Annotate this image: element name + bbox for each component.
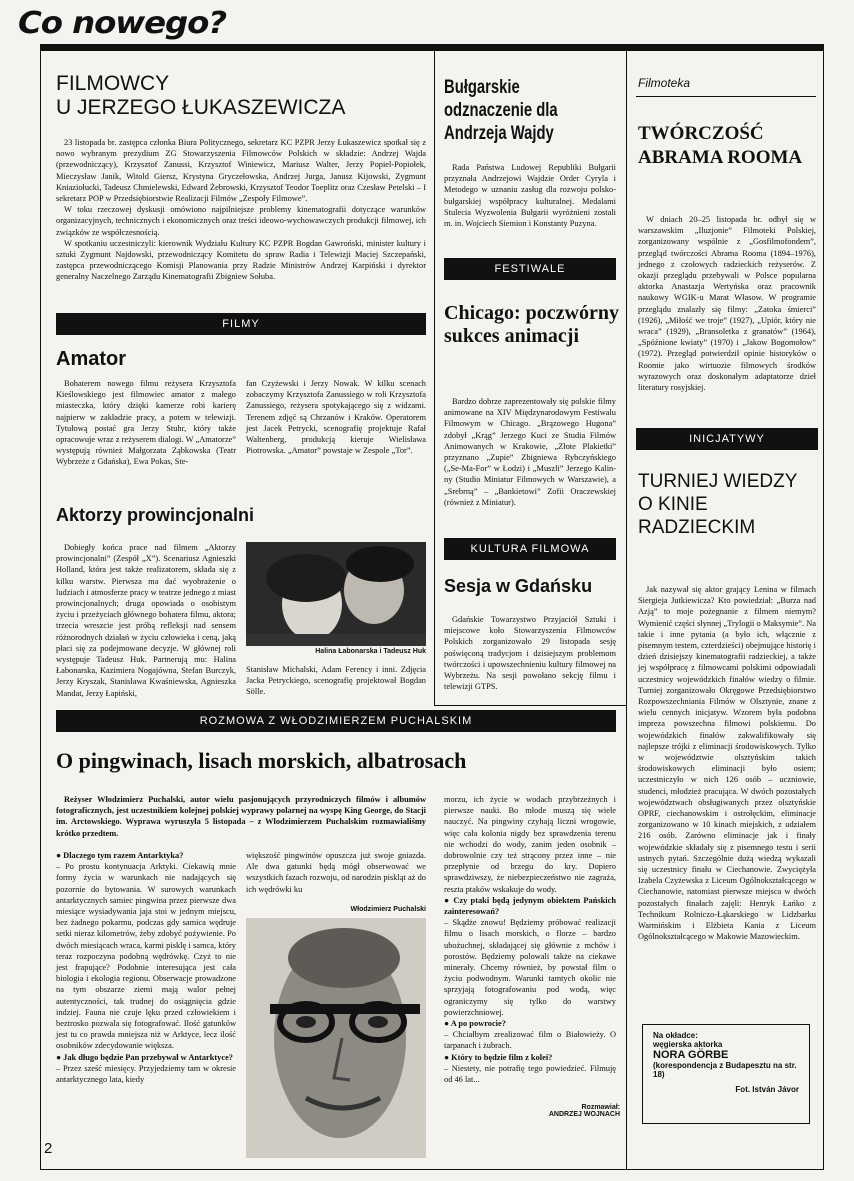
answer-5: – Niestety, nie potrafię tego powiedzieć. Filmuję od 46 lat...: [444, 1063, 616, 1085]
photo-aktorzy: [246, 542, 426, 646]
page-number: 2: [44, 1140, 53, 1157]
aktorzy-cont: Stanisław Michalski, Adam Ferency i inni. Zdjęcia Jacka Petryckiego, scenografię projektował Bogdan Sölle.: [246, 665, 426, 697]
cover-name: NORA GÖRBE: [653, 1049, 729, 1061]
cover-note: (korespondencja z Budapesztu na str. 18): [653, 1061, 797, 1079]
section-bar-filmy: FILMY: [56, 313, 426, 335]
interview-lead: Reżyser Włodzimierz Puchalski, autor wielu pasjonujących przyrodniczych filmów i albumów fotograficznych, jest uczestnikiem kolejnej polskiej wyprawy polarnej na wyspę King George, do Stacji im. Arctowskiego. Wyprawa wyruszyła 5 listopada – z Włodzimierzem Puchalskim rozmawialiśmy krótko przedtem.: [56, 795, 426, 838]
turniej-title: TURNIEJ WIEDZY O KINIE RADZIECKIM: [638, 471, 798, 538]
interview-col-b: większość pingwinów opuszcza już swoje gniazda. Ale dwa gatunki będą mógł obserwować we wszystkich fazach rozwoju, od narodzin piskląt aż do ich wędrówki ku: [246, 851, 426, 894]
interview-title: O pingwinach, lisach morskich, albatrosach: [56, 748, 467, 773]
aktorzy-title: Aktorzy prowincjonalni: [56, 505, 255, 525]
question-1: ● Dlaczego tym razem Antarktyka?: [56, 851, 184, 860]
answer-3: – Skądże znowu! Będziemy próbować realizacji filmu o lisach morskich, o florze – bardzo ubożuchnej, składającej się głównie z mchów i porostów. Będziemy polowali także na ciekawe minerały. Chcemy również, by powstał film o życiu podwodnym. Warunki tamtych okolic nie sprzyjają fotografowaniu pod wodą, więc ograniczymy się tylko do warstwy powierzchniowej.: [444, 918, 616, 1017]
photo-puchalski: [246, 918, 426, 1158]
aktorzy-text: Dobiegły końca prace nad filmem „Aktorzy prowincjonalni” (Zespół „X”). Scenariusz Agnieszki Holland, która jest także realizatorem, składa się z kilku warstw. Pierwsza ma dać wyobrażenie o ludziach i atmosferze pracy w teatrze jednego z miast prowincjonalnych; druga opowiada o osobistym życiu i przeżyciach głównego bohatera filmu, aktora; trzecia wreszcie jest próbą refleksji nad sensem różnorodnych działań w życiu człowieka i ceną, jaką płaci się za podejmowane decyzje. W głównej roli występuje Tadeusz Huk. Partnerują mu: Halina Łabonarska, Kazimiera Nogajówna, Stefan Burczyk, Jerzy Kryszak, Stanisława Kwaśniewska, Agnieszka Mandat, Jerzy Łapiński,: [56, 543, 236, 698]
interview-signature: [520, 1104, 620, 1118]
divider-col1-col2: [434, 50, 435, 705]
masthead: Co nowego?: [18, 6, 227, 41]
divider-col2-col3: [626, 50, 627, 1170]
chicago-text: Bardzo dobrze zaprezentowały się polskie filmy animowane na XIV Międzynarodowym Festiwalu Filmowym w Chicago. „Brązowego Hugona” zdobył „Krąg” Jerzego Kuci ze Studia Filmów Animowanych w Krakowie, „Złote Plakietki” przyznano „Zupie” Zbigniewa Rybczyńskiego („Se-Ma-For” w Łodzi) i „Muszli” Jerzego Kalin- ny (Studio Miniatur Filmowych w Warszawie), a „Srebrną” – „Bankietowi” Zofii Oraczewskiej (również z Miniatur).: [444, 397, 616, 507]
question-4: ● A po powrocie?: [444, 1019, 506, 1029]
answer-1: – Po prostu kontynuacja Arktyki. Ciekawią mnie formy życia w warunkach nie nadających się pozornie do bytowania. W surowych warunkach antarktycznych samiec pingwina przez pierwsze dwa miesiące wysiadywania jaja stoi w jednym miejscu, bez żadnego pokarmu, podczas gdy samica wędruje setki nieraz kilometrów, żeby zdobyć pożywienie. Po dwóch miesiącach wraca, karmi pisklę i samca, który teraz rozpoczyna podobną wędrówkę. Czyż to nie jest frapujące? Podobnie interesująca jest cała biologia i ekologia regionu. Obserwacje prowadzone na tym obszarze ziemi mają walor pełnej autentyczności, tak trudnej do osiągnięcia gdzie indziej. Fauna nie czuje lęku przed człowiekiem i beztrosko pozwala się fotografować. Ilość gatunków jest tu co prawda mniejsza niż w Arktyce, lecz ilość osobników zdecydowanie większa.: [56, 862, 236, 1051]
section-bar-kultura: KULTURA FILMOWA: [444, 538, 616, 560]
bulgarskie-title: Bułgarskie odznaczenie dla Andrzeja Wajdy: [444, 77, 558, 144]
signature-label: Rozmawiał:: [581, 1104, 620, 1111]
question-5: ● Który to będzie film z kolei?: [444, 1052, 553, 1062]
chicago-title: Chicago: poczwórny sukces animacji: [444, 302, 619, 347]
sesja-title: Sesja w Gdańsku: [444, 576, 593, 596]
question-2: ● Jak długo będzie Pan przebywał w Antarktyce?: [56, 1052, 233, 1062]
amator-text-a: Bohaterem nowego filmu reżysera Krzysztofa Kieślowskiego jest filmowiec amator z małego miasteczka, który dzięki kamerze robi karierę najpierw w zakładzie pracy, a potem w telewizji. Tytułową postać gra Jerzy Stuhr, który także opracowuje wraz z reżyserem dialogi. W „Amatorze” występują również Małgorzata Ząbkowska (Teatr Wybrzeże z Gdańska), Ewa Pokas, Ste-: [56, 379, 236, 467]
bulgarskie-text: Rada Państwa Ludowej Republiki Bułgarii przyznała Andrzejowi Wajdzie Order Cyryla i Metodego w uznaniu zasług dla rozwoju polsko-bułgarskiej współpracy kulturalnej. Medalami Stulecia Wyzwolenia Bułgarii wyróżnieni zostali m. in. Wojciech Siemion i Konstanty Puzyna.: [444, 163, 616, 229]
headline-line2: U JERZEGO ŁUKASZEWICZA: [56, 96, 346, 119]
sesja-text: Gdańskie Towarzystwo Przyjaciół Sztuki i miejscowe koło Stowarzyszenia Filmowców Polskich zorganizowało 29 listopada sesję poświęconą tradycjom i dzisiejszym problemom twórczości i upowszechnieniu kultury filmowej na Wybrzeżu. Na sesji powołano sekcję filmu i telewizji GTPS.: [444, 615, 616, 692]
interview-col-c-text: morzu, ich życie w wodach przybrzeżnych i pierwsze nauki. Bo młode muszą się wiele nauczyć. Na pingwiny czyhają liczni wrogowie, więc cała kolonia nigdy bez sprawdzenia terenu nie wchodzi do wody, zanim jeden osobnik – dobrowolnie czy też strącony przez inne – nie przepłynie od brzegu do kry. Dopiero sprawdziwszy, że niebezpieczeństwo nie zagraża, reszta ptaków wskakuje do wody.: [444, 795, 616, 894]
amator-title: Amator: [56, 348, 127, 370]
filmowcy-headline: [56, 72, 426, 120]
cover-role: węgierska aktorka: [653, 1040, 723, 1049]
amator-text-b: fan Czyżewski i Jerzy Nowak. W kilku scenach zobaczymy Krzysztofa Zanussiego w roli Krzysztofa Zanussiego, reżysera spotykającego się z widzami. Terenem zdjęć są Chrzanów i Kraków. Operatorem jest Jacek Petrycki, scenografię projektuje Rafał Waltenberg, produkcją kieruje Wielisława Piotrowska. „Amator” powstaje w Zespole „Tor”.: [246, 379, 426, 456]
tworczosc-text: W dniach 20–25 listopada br. odbył się w warszawskim „Iluzjonie” Filmoteki Polskiej, zorganizowany wspólnie z „Gosfilmofondem”, przegląd twórczości Abrama Rooma (1894–1976), jednego z czołowych radzieckich reżyserów. Z okazji przeglądu przebywali w Polsce popularna aktorka Anastazja Wertyńska oraz pracownik naukowy WGIK-u Marat Własow. W programie przeglądu znalazły się filmy: „Zatoka śmierci” (1926), „Miłość we troje” (1927), „Upiór, który nie wraca” (1929), „Bransoletka z granatów” (1964), „Spóźnione kwiaty” (1970) i „Jakow Bogomołow” (1972). Przegląd potwierdził opinie historyków o Roomie jako wirtuozie filmowych środków wyrazowych oraz doskonałym adaptatorze dzieł literatury rosyjskiej.: [638, 215, 816, 393]
signature-name: ANDRZEJ WOJNACH: [548, 1111, 620, 1118]
photo-aktorzy-caption: Halina Łabonarska i Tadeusz Huk: [315, 648, 426, 655]
turniej-text: Jak nazywał się aktor grający Lenina w filmach Siergieja Jutkiewicza? Kto powiedział: „Burza nad Azją” to moje pożegnanie z filmem niemym? Wymienić części słynnej „Trylogii o Maksymie”. Na takie i inne pytania (a było ich, włącznie z pisemnym testem, czterdzieści) obejmujące historię i dzień dzisiejszy kinematografii radzieckiej, a także jej współpracę z filmowcami polskimi odpowiadali uczestnicy wojewódzkich finałów wiedzy o filmie. Turniej zorganizowało Okręgowe Przedsiębiorstwo Rozpowszechniania Filmów w Olsztynie, znane z wielu cennych inicjatyw. Wzorem była podobna impreza powszechna filmowi polskiemu. Do wojewódzkich finałów zakwalifikowały się najlepsze trójki z eliminacji środowiskowych. Tylko w województwie olsztyńskim takich środowiskowych eliminacji było osiem; uczestniczyło w nich 126 osób – uczniowie, studenci, młodzież pracująca. W dwóch pozostałych województwach obsługiwanych przez olsztyńskie OPRF, ciechanowskim i ostrołęckim, eliminacje zorganizowano w 10 kinach miejskich, z udziałem 216 osób. Zarówno eliminacje jak i finały wojewódzkie składały się z pisemnego testu i serii ustnych pytań. Szczególnie dużą wiedzą wykazali się uczestnicy finału w Ciechanowie. Zwyciężyła Izabela Czyżewska z Liceum Ogólnokształcącego w Ciechanowie, natomiast pierwsze miejsca w dwóch pozostałych finałach zajęli: Henryk Łańko z Technikum Rolniczo-Łąkarskiego w Lidzbarku Warmińskim i Elżbieta Kania z Liceum Ogólnokształcącego w Makowie Mazowieckim.: [638, 585, 816, 942]
tworczosc-title: TWÓRCZOŚĆ ABRAMA ROOMA: [638, 123, 803, 168]
question-3: ● Czy ptaki będą jedynym obiektem Pańskich zainteresowań?: [444, 895, 616, 917]
cover-box: [642, 1024, 810, 1124]
interview-col-c: [444, 794, 616, 1085]
section-bar-rozmowa: ROZMOWA Z WŁODZIMIERZEM PUCHALSKIM: [56, 710, 616, 732]
cover-label: Na okładce:: [653, 1031, 698, 1040]
photo-aktorzy-image: [246, 542, 426, 646]
headline-line1: FILMOWCY: [56, 72, 170, 95]
puchalski-caption: Włodzimierz Puchalski: [350, 906, 426, 913]
filmoteka-underline: [636, 96, 816, 97]
interview-rule-right: [434, 705, 626, 706]
answer-4: – Chciałbym zrealizować film o Białowieży. O tarpanach i żubrach.: [444, 1030, 616, 1051]
answer-2: – Przez sześć miesięcy. Przyjedziemy tam w okresie antarktycznego lata, kiedy: [56, 1063, 236, 1085]
section-bar-inicjatywy: INICJATYWY: [636, 428, 818, 450]
filmowcy-para2: W toku rzeczowej dyskusji omówiono najpilniejsze problemy kinematografii dotyczące warunków organizacyjnych, technicznych i ekonomicznych oraz treści ideowo-wychowawczych produkcji filmowej, ich związków ze współczesnością.: [56, 205, 426, 237]
interview-col-a: [56, 850, 236, 1085]
section-bar-festiwale: FESTIWALE: [444, 258, 616, 280]
photo-puchalski-image: [246, 918, 426, 1158]
cover-photo-credit: Fot. István Jávor: [735, 1085, 799, 1094]
filmowcy-para3: W spotkaniu uczestniczyli: kierownik Wydziału Kultury KC PZPR Bogdan Gawroński, minister kultury i sztuki Zygmunt Najdowski, przewodniczący Komitetu do spraw Radia i Telewizji Maciej Szczepański, zastępca przewodniczącego Komisji Planowania przy Radzie Ministrów Andrzej Karpiński i dyrektor generalny Naczelnego Zarządu Kinematografii Zbigniew Sołuba.: [56, 238, 426, 282]
filmoteka-label: Filmoteka: [638, 76, 691, 90]
filmowcy-para1: 23 listopada br. zastępca członka Biura Politycznego, sekretarz KC PZPR Jerzy Łukaszewicz spotkał się z nowo wybranym prezydium ZG Stowarzyszenia Filmowców Polskich w składzie: Andrzej Wajda (przewodniczący), Krzysztof Zanussi, Krzysztof Winiewicz, Mariusz Walter, Jerzy Popiel-Popiołek, Mieczysław Janik, Witold Giersz, Krystyna Gryczełowska, Andrzej Jurga, Janusz Kijowski, Zygmunt Kniaziołucki, Tadeusz Chmielewski, Edward Żebrowski, Krzysztof Teodor Toeplitz oraz Czesław Petelski – I sekretarz POP w Przedsiębiorstwie Realizacji Filmów „Zespoły Filmowe”.: [56, 138, 426, 204]
filmowcy-text: [56, 137, 426, 283]
